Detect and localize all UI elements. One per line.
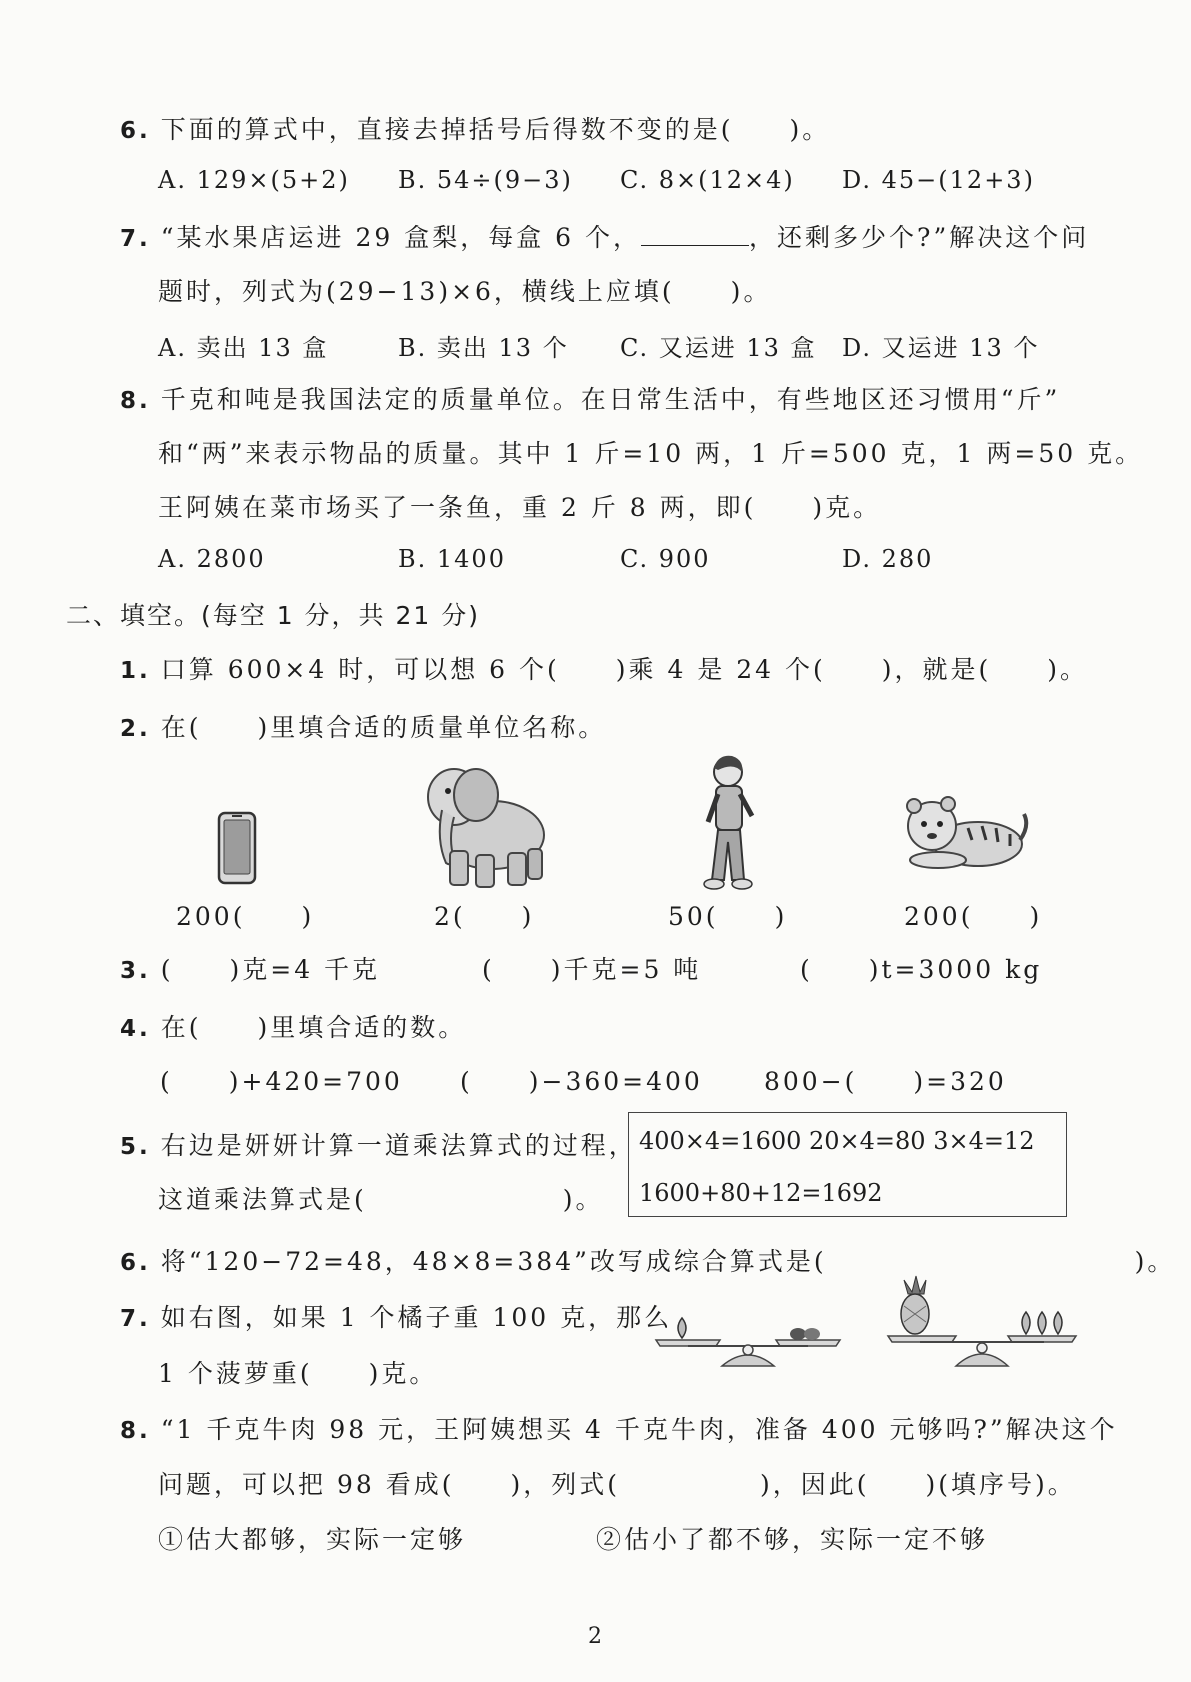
fill-question-3: 3. ( )克=4 千克 bbox=[120, 955, 381, 984]
q6-option-a: A. 129×(5+2) bbox=[158, 166, 350, 194]
weight-label-boy: 50( ) bbox=[668, 902, 788, 931]
fill-question-4-part1: ( )+420=700 bbox=[160, 1067, 403, 1096]
q7-option-d: D. 又运进 13 个 bbox=[842, 334, 1040, 362]
fill-question-4: 4. 在( )里填合适的数。 bbox=[120, 1013, 467, 1042]
q7-option-b: B. 卖出 13 个 bbox=[398, 334, 569, 362]
fill-question-8-line2: 问题，可以把 98 看成( )，列式( )，因此( )(填序号)。 bbox=[158, 1470, 1076, 1499]
tiger-icon bbox=[898, 792, 1030, 874]
q7-option-a: A. 卖出 13 盒 bbox=[158, 334, 329, 362]
fill-question-1: 1. 口算 600×4 时，可以想 6 个( )乘 4 是 24 个( )，就是( )。 bbox=[120, 655, 1089, 684]
answer-blank-line[interactable] bbox=[641, 225, 749, 246]
question-8: 8. 千克和吨是我国法定的质量单位。在日常生活中，有些地区还习惯用“斤” bbox=[120, 385, 1061, 414]
q6-option-b: B. 54÷(9−3) bbox=[398, 166, 573, 194]
question-7-line2: 题时，列式为(29−13)×6，横线上应填( )。 bbox=[158, 277, 772, 306]
q8-option-a: A. 2800 bbox=[158, 545, 266, 573]
boy-icon bbox=[696, 752, 766, 894]
q8-option-c: C. 900 bbox=[620, 545, 711, 573]
fill-question-5-line2: 这道乘法算式是( )。 bbox=[158, 1185, 604, 1214]
q6-option-c: C. 8×(12×4) bbox=[620, 166, 795, 194]
q7-option-c: C. 又运进 13 盒 bbox=[620, 334, 817, 362]
question-7: 7. “某水果店运进 29 盒梨，每盒 6 个， ，还剩多少个?”解决这个问 bbox=[120, 223, 1090, 252]
fill-question-5: 5. 右边是妍妍计算一道乘法算式的过程， bbox=[120, 1131, 637, 1160]
question-8-line2: 和“两”来表示物品的质量。其中 1 斤=10 两，1 斤=500 克，1 两=50 克。 bbox=[158, 439, 1144, 468]
question-6: 6. 下面的算式中，直接去掉括号后得数不变的是( )。 bbox=[120, 115, 831, 144]
q8-option-d: D. 280 bbox=[842, 545, 934, 573]
calculation-line-2: 1600+80+12=1692 bbox=[639, 1179, 883, 1207]
section-2-title: 二、填空。(每空 1 分，共 21 分) bbox=[66, 601, 481, 630]
weight-label-elephant: 2( ) bbox=[434, 902, 535, 931]
fill-question-4-part2: ( )−360=400 bbox=[460, 1067, 703, 1096]
balance-scale-orange-icon bbox=[652, 1298, 852, 1368]
fill-question-8-option-2: ②估小了都不够，实际一定不够 bbox=[596, 1525, 989, 1554]
weight-label-tiger: 200( ) bbox=[904, 902, 1043, 931]
phone-icon bbox=[216, 810, 260, 886]
balance-scale-pineapple-icon bbox=[884, 1272, 1084, 1368]
calculation-line-1: 400×4=1600 20×4=80 3×4=12 bbox=[639, 1127, 1035, 1155]
q8-option-b: B. 1400 bbox=[398, 545, 506, 573]
elephant-icon bbox=[412, 755, 552, 893]
fill-question-7-line2: 1 个菠萝重( )克。 bbox=[158, 1359, 438, 1388]
fill-question-4-part3: 800−( )=320 bbox=[764, 1067, 1007, 1096]
q6-option-d: D. 45−(12+3) bbox=[842, 166, 1035, 194]
fill-question-2: 2. 在( )里填合适的质量单位名称。 bbox=[120, 713, 607, 742]
calculation-box bbox=[628, 1112, 1067, 1217]
fill-question-7: 7. 如右图，如果 1 个橘子重 100 克，那么 bbox=[120, 1303, 673, 1332]
fill-question-8: 8. “1 千克牛肉 98 元，王阿姨想买 4 千克牛肉，准备 400 元够吗?”解决这个 bbox=[120, 1415, 1118, 1444]
fill-question-8-option-1: ①估大都够，实际一定够 bbox=[158, 1525, 467, 1554]
fill-question-3-part2: ( )千克=5 吨 bbox=[482, 955, 702, 984]
question-8-line3: 王阿姨在菜市场买了一条鱼，重 2 斤 8 两，即( )克。 bbox=[158, 493, 882, 522]
page-number: 2 bbox=[588, 1624, 602, 1649]
fill-question-6: 6. 将“120−72=48，48×8=384”改写成综合算式是( )。 bbox=[120, 1247, 1176, 1276]
fill-question-3-part3: ( )t=3000 kg bbox=[800, 955, 1043, 984]
weight-label-phone: 200( ) bbox=[176, 902, 315, 931]
